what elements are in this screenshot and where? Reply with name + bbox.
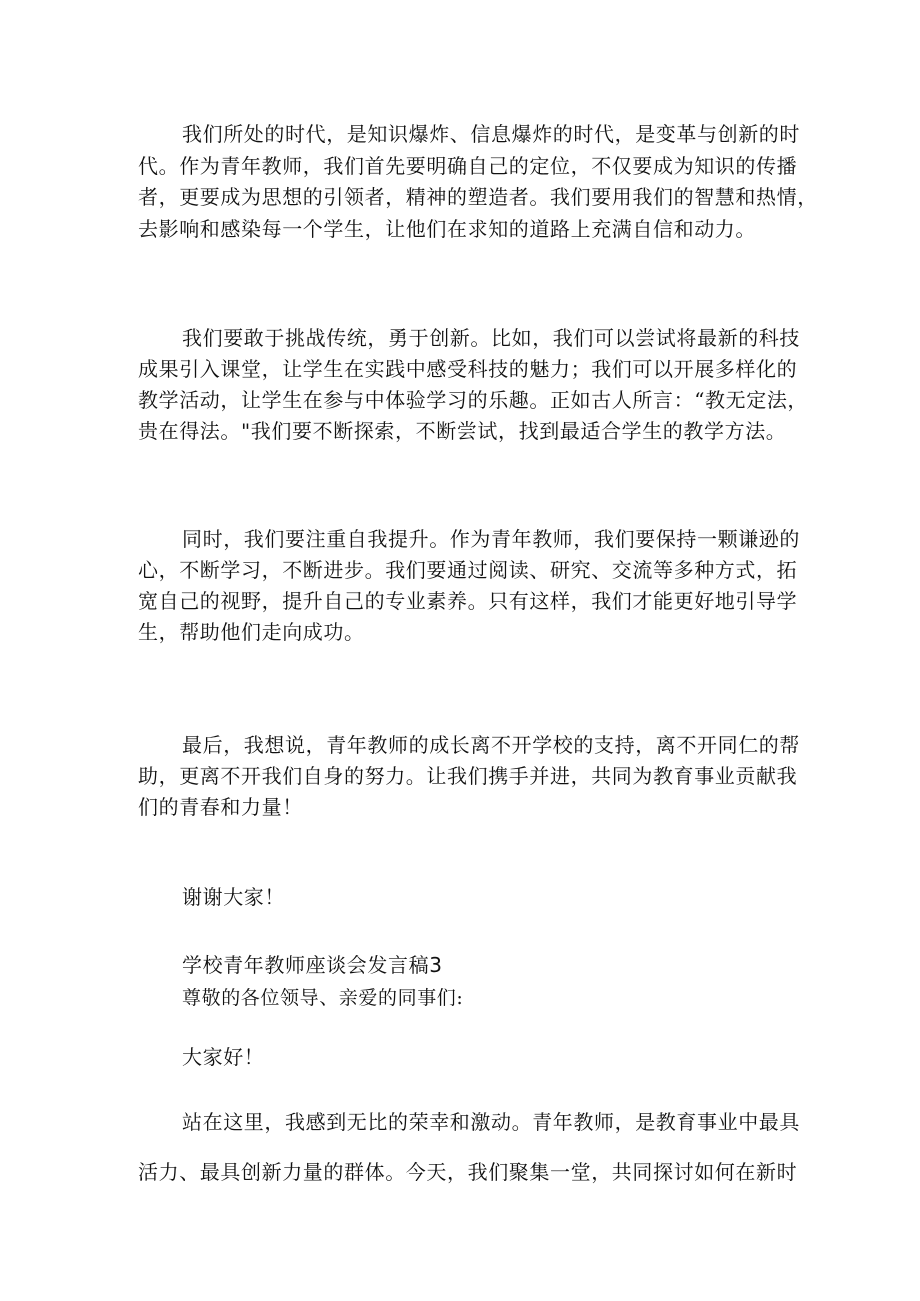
salutation: 尊敬的各位领导、亲爱的同事们: — [182, 987, 464, 1009]
paragraph-opening — [138, 1097, 800, 1197]
text-line: 宽自己的视野，提升自己的专业素养。只有这样，我们才能更好地引导学 — [138, 589, 798, 613]
text-line: 成果引入课堂，让学生在实践中感受科技的魅力；我们可以开展多样化的 — [138, 357, 798, 381]
text-line: 去影响和感染每一个学生，让他们在求知的道路上充满自信和动力。 — [138, 216, 756, 241]
text-line: 助，更离不开我们自身的努力。让我们携手并进，共同为教育事业贡献我 — [138, 764, 798, 788]
text-line: 站在这里，我感到无比的荣幸和激动。青年教师，是教育事业中最具 — [182, 1110, 800, 1134]
text-line: 代。作为青年教师，我们首先要明确自己的定位，不仅要成为知识的传播 — [138, 153, 798, 178]
text-line: 者，更要成为思想的引领者，精神的塑造者。我们要用我们的智慧和热情， — [138, 185, 818, 209]
text-line: 活力、最具创新力量的群体。今天，我们聚集一堂，共同探讨如何在新时 — [138, 1160, 798, 1184]
paragraph-conclusion — [138, 730, 800, 823]
text-line: 同时，我们要注重自我提升。作为青年教师，我们要保持一颗谦逊的 — [182, 527, 800, 551]
text-line: 心，不断学习，不断进步。我们要通过阅读、研究、交流等多种方式，拓 — [138, 558, 798, 582]
paragraph-innovation — [138, 323, 809, 447]
text-line: 大家好！ — [182, 1045, 265, 1069]
text-line: 们的青春和力量！ — [138, 795, 303, 819]
text-line: 生，帮助他们走向成功。 — [138, 620, 365, 644]
text-line: 我们所处的时代，是知识爆炸、信息爆炸的时代，是变革与创新的时 — [182, 122, 800, 146]
text-line: 我们要敢于挑战传统，勇于创新。比如，我们可以尝试将最新的科技 — [182, 326, 800, 350]
paragraph-greeting — [138, 1042, 788, 1073]
text-line: 贵在得法。"我们要不断探索，不断尝试，找到最适合学生的教学方法。 — [138, 419, 787, 443]
paragraph-thanks — [138, 882, 788, 913]
text-line: 教学活动，让学生在参与中体验学习的乐趣。正如古人所言：“教无定法， — [138, 388, 809, 412]
paragraph-self-improvement — [138, 524, 800, 648]
text-line: 最后，我想说，青年教师的成长离不开学校的支持，离不开同仁的帮 — [182, 733, 800, 757]
text-line: 谢谢大家！ — [182, 885, 285, 909]
paragraph-era — [138, 119, 818, 245]
section-heading: 学校青年教师座谈会发言稿3 — [182, 953, 443, 977]
